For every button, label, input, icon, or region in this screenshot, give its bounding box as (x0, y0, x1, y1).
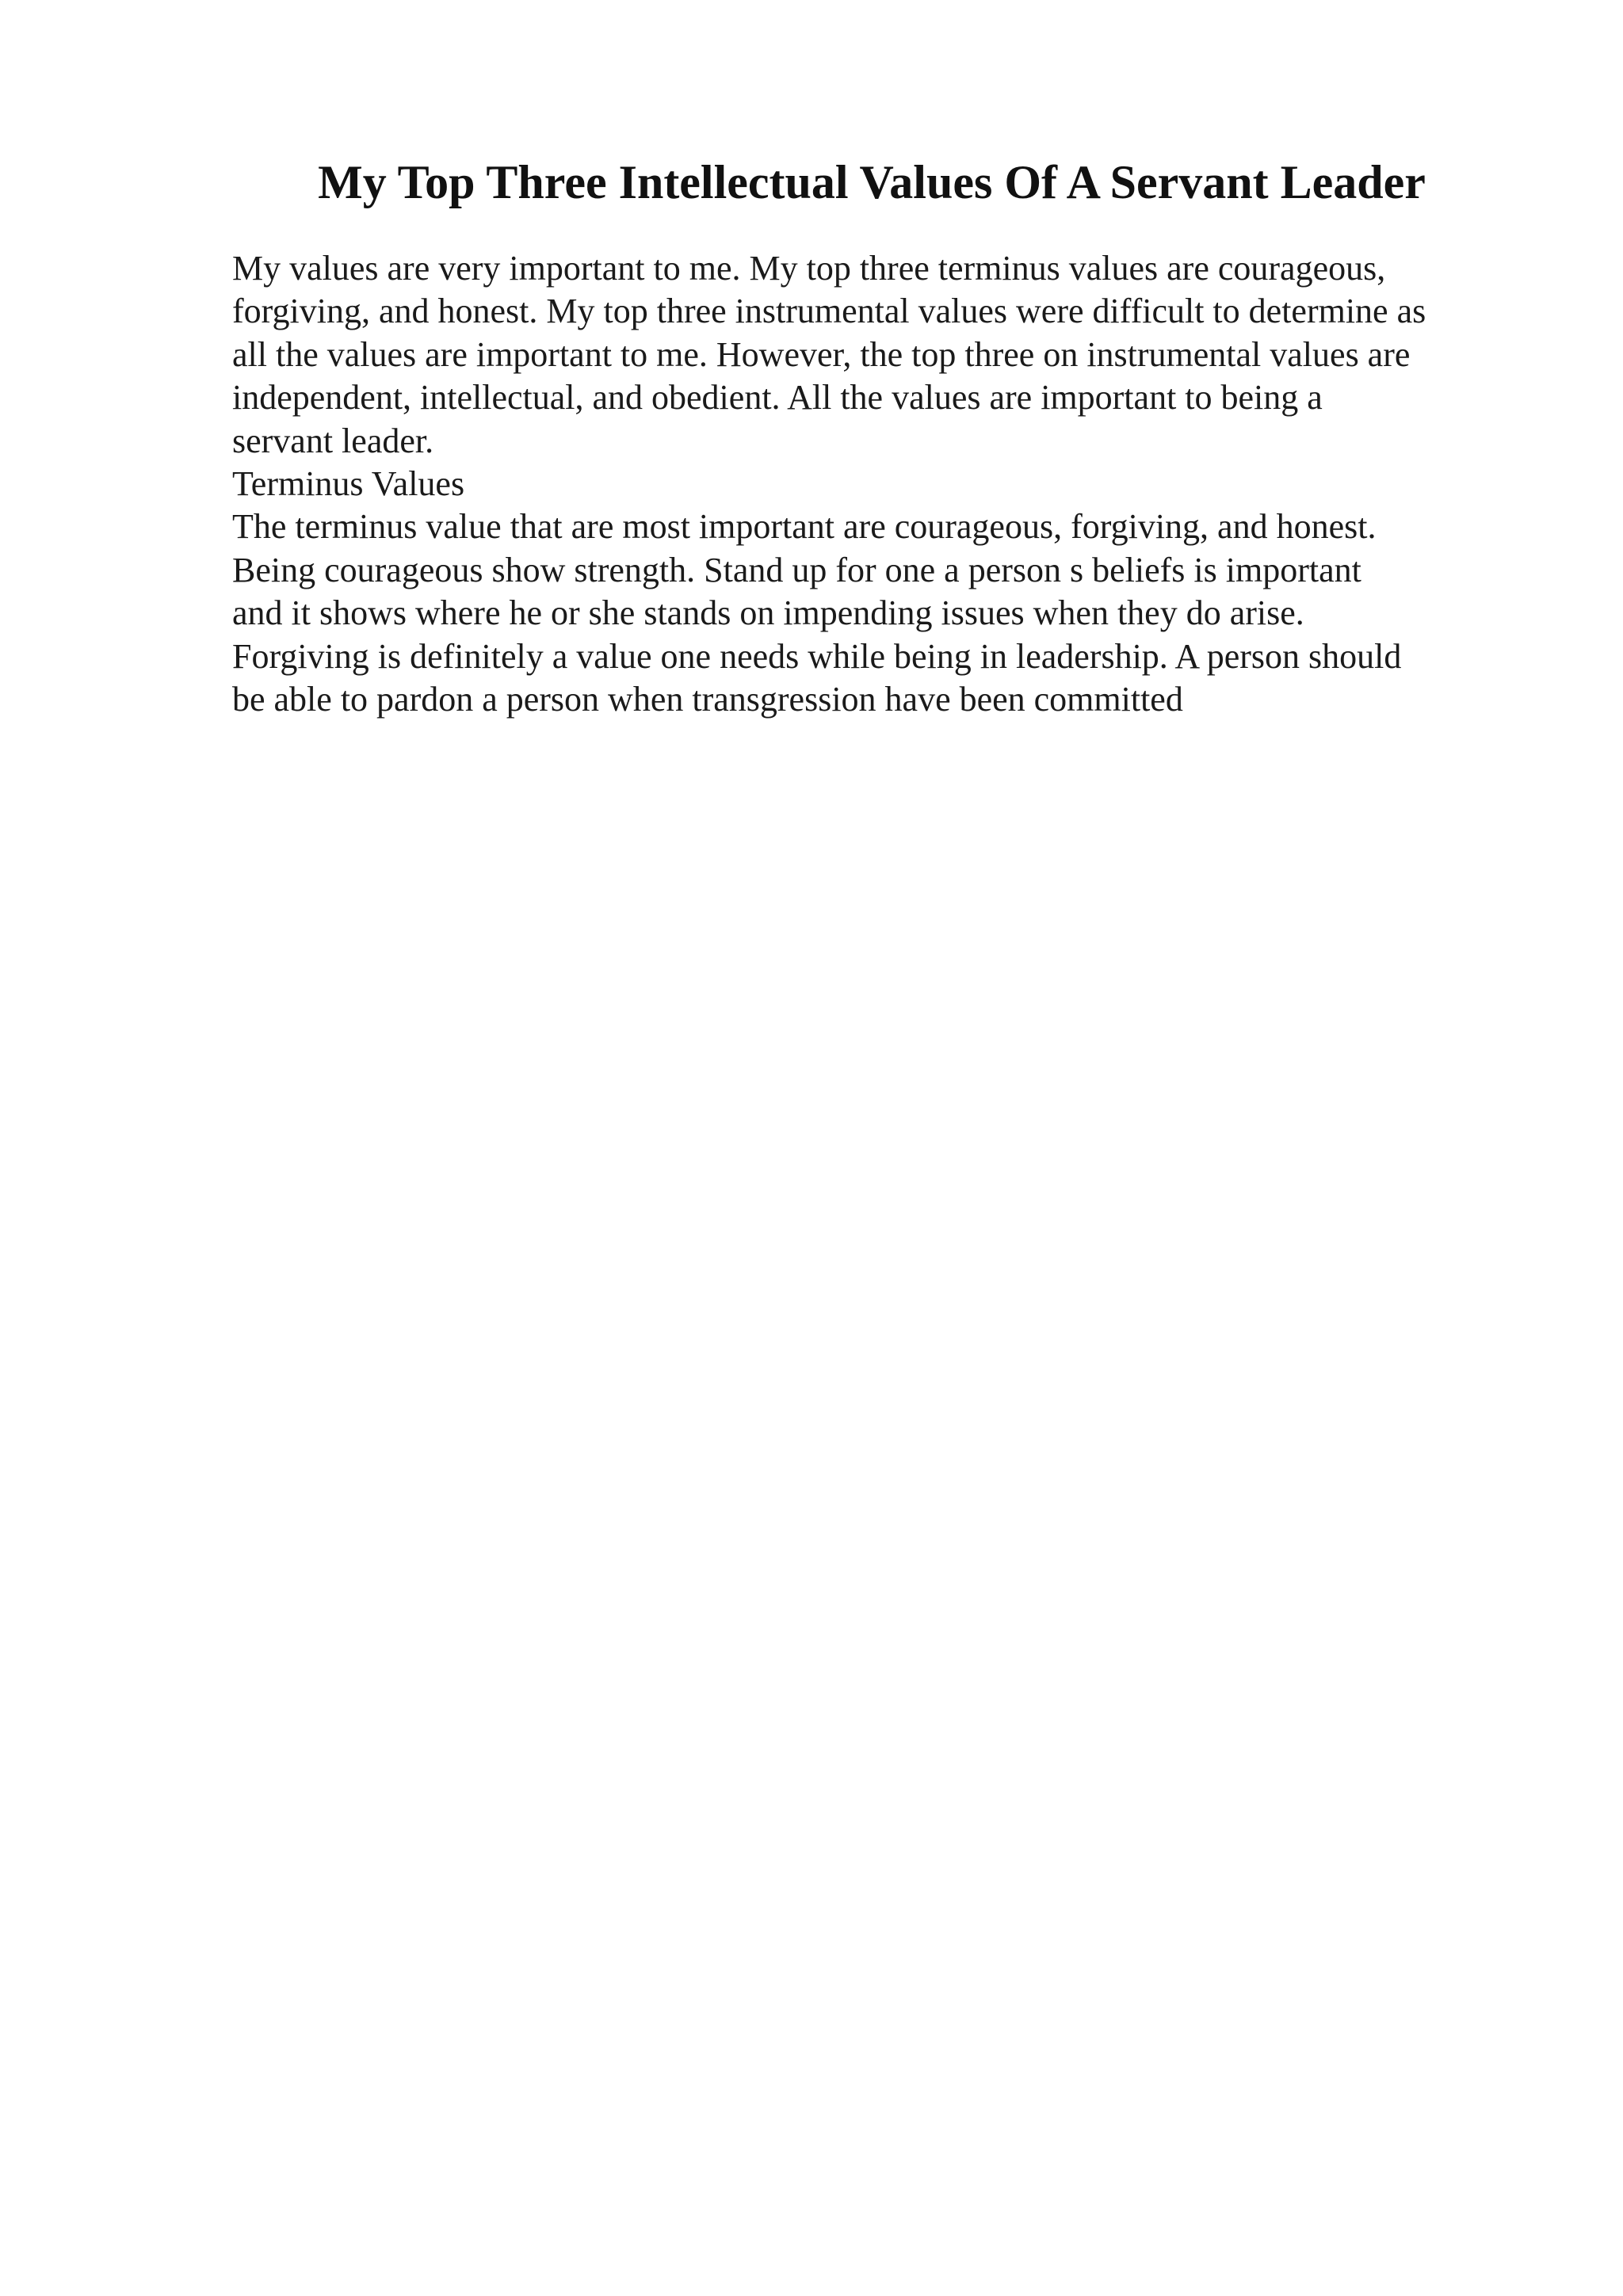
body-line: The terminus value that are most important are courageous, forgiving, and honest. (232, 507, 1377, 547)
body-line: and it shows where he or she stands on impending issues when they do arise. (232, 593, 1304, 633)
body-line: My values are very important to me. My top three terminus values are courageous, (232, 249, 1386, 288)
body-line: servant leader. (232, 421, 434, 460)
body-line: independent, intellectual, and obedient. All the values are important to being a (232, 378, 1323, 418)
document-body (232, 247, 1532, 721)
document-title: My Top Three Intellectual Values Of A Servant Leader (318, 156, 1426, 208)
body-line: all the values are important to me. However, the top three on instrumental values are (232, 334, 1411, 374)
section-heading: Terminus Values (232, 463, 465, 503)
body-line: Being courageous show strength. Stand up for one a person s beliefs is important (232, 550, 1361, 589)
body-line: Forgiving is definitely a value one needs while being in leadership. A person should (232, 636, 1402, 676)
body-line: forgiving, and honest. My top three instrumental values were difficult to determine as (232, 292, 1426, 331)
body-line: be able to pardon a person when transgression have been committed (232, 679, 1183, 719)
